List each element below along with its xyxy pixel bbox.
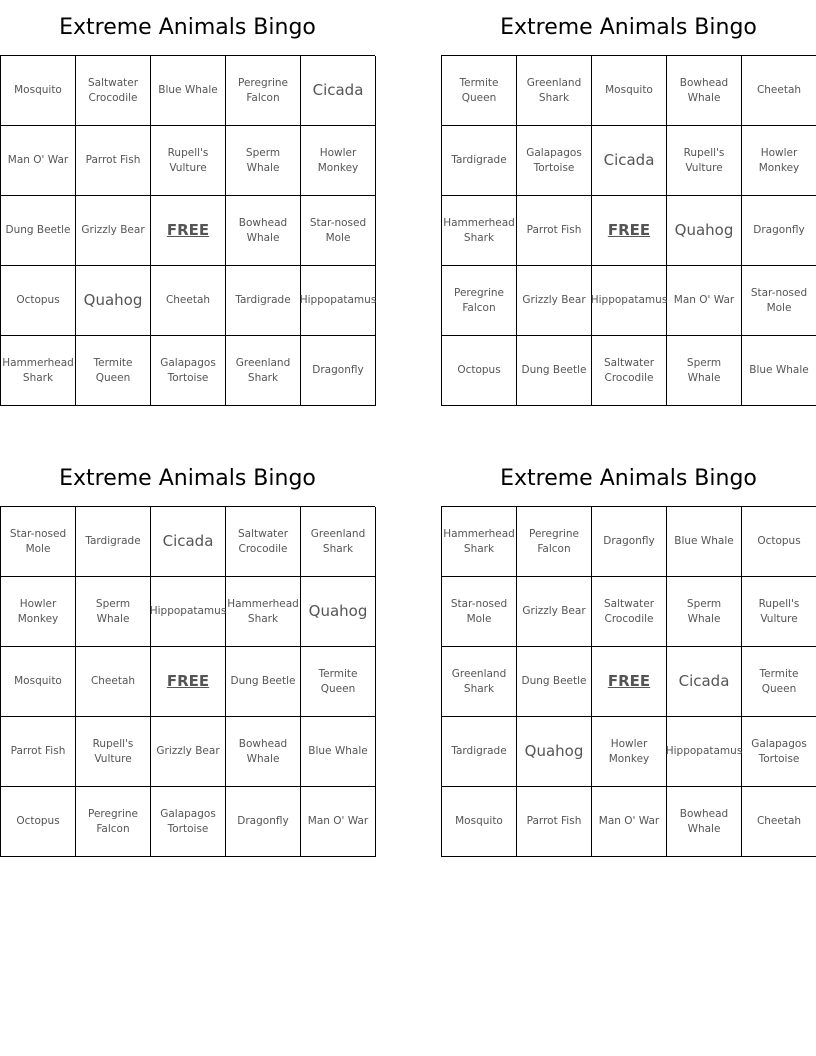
bingo-cell: Man O' War	[592, 787, 667, 857]
bingo-cell: Greenland Shark	[442, 647, 517, 717]
bingo-cell: Howler Monkey	[1, 577, 76, 647]
bingo-cell: Dung Beetle	[226, 647, 301, 717]
bingo-cell: Greenland Shark	[226, 336, 301, 406]
bingo-cell: Hippopatamus	[301, 266, 376, 336]
bingo-cell: Cheetah	[742, 56, 816, 126]
bingo-cell: Dragonfly	[592, 507, 667, 577]
bingo-cell: Termite Queen	[76, 336, 151, 406]
bingo-cell: Tardigrade	[442, 717, 517, 787]
bingo-cell: Tardigrade	[442, 126, 517, 196]
bingo-cell: Hammerhead Shark	[442, 196, 517, 266]
bingo-cell: Star-nosed Mole	[1, 507, 76, 577]
bingo-card	[0, 0, 375, 406]
bingo-cell: Octopus	[1, 787, 76, 857]
bingo-cell: Bowhead Whale	[667, 56, 742, 126]
bingo-cell: Bowhead Whale	[226, 196, 301, 266]
bingo-cell: Bowhead Whale	[226, 717, 301, 787]
bingo-cell: Star-nosed Mole	[742, 266, 816, 336]
bingo-cell: Grizzly Bear	[151, 717, 226, 787]
free-space: FREE	[151, 196, 226, 266]
bingo-grid	[0, 55, 375, 406]
bingo-cell: Termite Queen	[301, 647, 376, 717]
card-title: Extreme Animals Bingo	[59, 466, 316, 491]
card-title: Extreme Animals Bingo	[500, 466, 757, 491]
bingo-grid	[441, 55, 816, 406]
bingo-cell: Tardigrade	[226, 266, 301, 336]
bingo-cell: Sperm Whale	[667, 577, 742, 647]
bingo-cell: Sperm Whale	[667, 336, 742, 406]
bingo-cell: Galapagos Tortoise	[742, 717, 816, 787]
bingo-cell: Hammerhead Shark	[442, 507, 517, 577]
bingo-cell: Man O' War	[301, 787, 376, 857]
bingo-cell: Cicada	[667, 647, 742, 717]
bingo-cell: Termite Queen	[442, 56, 517, 126]
bingo-cell: Hippopatamus	[592, 266, 667, 336]
bingo-cell: Mosquito	[592, 56, 667, 126]
bingo-cell: Saltwater Crocodile	[226, 507, 301, 577]
bingo-cell: Cheetah	[151, 266, 226, 336]
free-space: FREE	[592, 196, 667, 266]
bingo-cell: Parrot Fish	[1, 717, 76, 787]
bingo-cell: Peregrine Falcon	[76, 787, 151, 857]
card-title: Extreme Animals Bingo	[500, 15, 757, 40]
bingo-card	[0, 451, 375, 857]
bingo-cell: Parrot Fish	[517, 787, 592, 857]
bingo-cell: Rupell's Vulture	[742, 577, 816, 647]
bingo-cell: Dung Beetle	[517, 647, 592, 717]
bingo-cell: Rupell's Vulture	[667, 126, 742, 196]
bingo-cell: Cicada	[592, 126, 667, 196]
bingo-cell: Dragonfly	[301, 336, 376, 406]
bingo-cell: Quahog	[517, 717, 592, 787]
bingo-cell: Star-nosed Mole	[442, 577, 517, 647]
bingo-cell: Galapagos Tortoise	[151, 787, 226, 857]
bingo-cell: Howler Monkey	[301, 126, 376, 196]
bingo-cell: Hammerhead Shark	[226, 577, 301, 647]
bingo-cell: Rupell's Vulture	[151, 126, 226, 196]
bingo-cell: Tardigrade	[76, 507, 151, 577]
bingo-cell: Galapagos Tortoise	[151, 336, 226, 406]
bingo-cell: Termite Queen	[742, 647, 816, 717]
bingo-cell: Octopus	[742, 507, 816, 577]
bingo-cell: Mosquito	[442, 787, 517, 857]
bingo-cell: Star-nosed Mole	[301, 196, 376, 266]
bingo-grid	[441, 506, 816, 857]
bingo-cell: Saltwater Crocodile	[592, 336, 667, 406]
bingo-cell: Cicada	[151, 507, 226, 577]
bingo-cell: Saltwater Crocodile	[592, 577, 667, 647]
bingo-cell: Rupell's Vulture	[76, 717, 151, 787]
bingo-cell: Howler Monkey	[742, 126, 816, 196]
free-space: FREE	[151, 647, 226, 717]
bingo-cell: Cheetah	[742, 787, 816, 857]
bingo-cell: Mosquito	[1, 56, 76, 126]
bingo-cell: Blue Whale	[742, 336, 816, 406]
bingo-cell: Quahog	[667, 196, 742, 266]
bingo-cell: Man O' War	[1, 126, 76, 196]
bingo-cell: Grizzly Bear	[517, 266, 592, 336]
bingo-cell: Parrot Fish	[517, 196, 592, 266]
bingo-cell: Bowhead Whale	[667, 787, 742, 857]
bingo-cell: Blue Whale	[151, 56, 226, 126]
bingo-card	[441, 0, 816, 406]
bingo-cell: Grizzly Bear	[76, 196, 151, 266]
bingo-cell: Hammerhead Shark	[1, 336, 76, 406]
free-space: FREE	[592, 647, 667, 717]
bingo-cell: Mosquito	[1, 647, 76, 717]
bingo-cell: Greenland Shark	[301, 507, 376, 577]
bingo-cell: Hippopatamus	[151, 577, 226, 647]
bingo-cell: Galapagos Tortoise	[517, 126, 592, 196]
bingo-cell: Peregrine Falcon	[442, 266, 517, 336]
bingo-cell: Sperm Whale	[76, 577, 151, 647]
bingo-cell: Saltwater Crocodile	[76, 56, 151, 126]
bingo-cell: Man O' War	[667, 266, 742, 336]
bingo-cell: Sperm Whale	[226, 126, 301, 196]
bingo-cell: Peregrine Falcon	[226, 56, 301, 126]
bingo-cell: Dung Beetle	[1, 196, 76, 266]
bingo-cell: Howler Monkey	[592, 717, 667, 787]
bingo-grid	[0, 506, 375, 857]
bingo-cell: Cicada	[301, 56, 376, 126]
bingo-cell: Quahog	[76, 266, 151, 336]
bingo-cell: Dung Beetle	[517, 336, 592, 406]
bingo-cell: Hippopatamus	[667, 717, 742, 787]
bingo-cell: Greenland Shark	[517, 56, 592, 126]
card-title: Extreme Animals Bingo	[59, 15, 316, 40]
bingo-cell: Blue Whale	[667, 507, 742, 577]
bingo-cell: Peregrine Falcon	[517, 507, 592, 577]
bingo-cell: Octopus	[1, 266, 76, 336]
bingo-card	[441, 451, 816, 857]
bingo-cell: Dragonfly	[742, 196, 816, 266]
bingo-cell: Cheetah	[76, 647, 151, 717]
bingo-cell: Blue Whale	[301, 717, 376, 787]
bingo-cell: Parrot Fish	[76, 126, 151, 196]
bingo-cell: Octopus	[442, 336, 517, 406]
bingo-cell: Grizzly Bear	[517, 577, 592, 647]
bingo-cell: Dragonfly	[226, 787, 301, 857]
bingo-cell: Quahog	[301, 577, 376, 647]
